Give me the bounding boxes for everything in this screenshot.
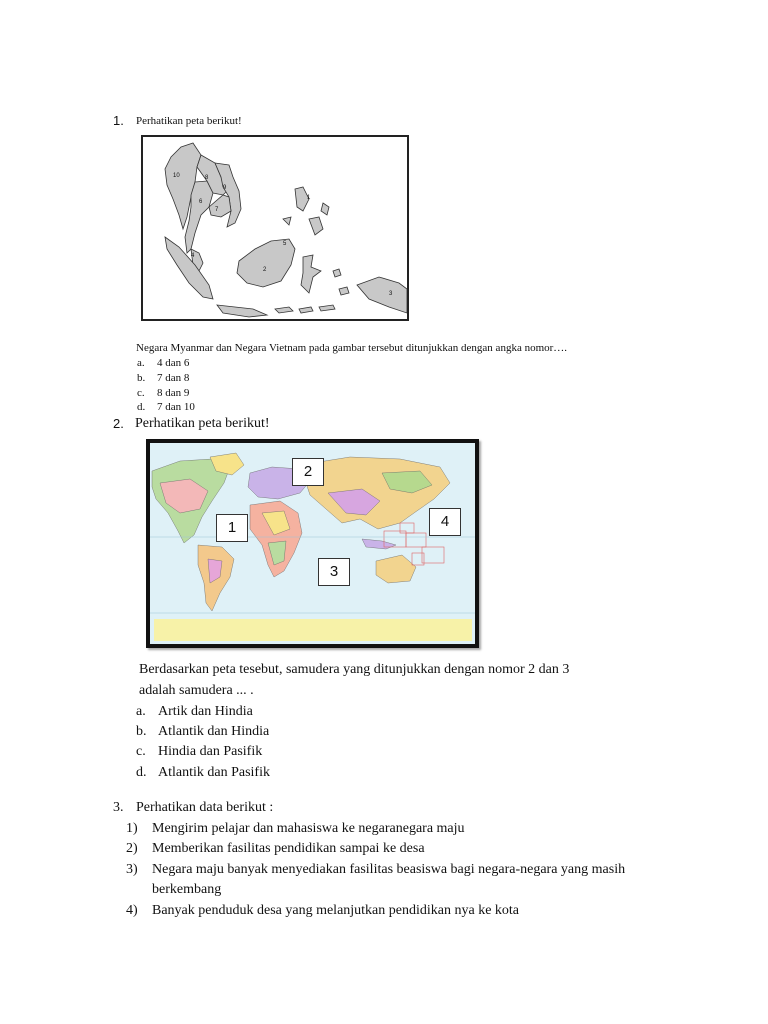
map1-label: 5 (283, 241, 287, 247)
q3-item-text: Mengirim pelajar dan mahasiswa ke negaranegara maju (152, 821, 465, 836)
q1-prompt: Perhatikan peta berikut! (136, 115, 242, 127)
option-text: 8 dan 9 (157, 387, 190, 399)
map1-label: 7 (215, 207, 219, 213)
world-map (146, 439, 479, 648)
option-letter: c. (136, 744, 146, 759)
q2-question-line1: Berdasarkan peta tesebut, samudera yang ditunjukkan dengan nomor 2 dan 3 (139, 662, 570, 677)
map1-label: 10 (173, 173, 180, 179)
map2-label-box: 3 (318, 558, 350, 586)
q3-item-text: Banyak penduduk desa yang melanjutkan pendidikan nya ke kota (152, 903, 520, 918)
option-text: Atlantik dan Hindia (158, 724, 270, 739)
map1-label: 3 (389, 291, 393, 297)
option-text: 7 dan 8 (157, 372, 190, 384)
q2-prompt: Perhatikan peta berikut! (135, 416, 270, 431)
southeast-asia-map (141, 135, 409, 321)
option-letter: b. (136, 724, 147, 739)
q2-option-c (136, 744, 336, 762)
q3-item-num: 1) (126, 821, 138, 836)
q1-number: 1. (113, 113, 124, 128)
option-letter: a. (137, 357, 145, 369)
q2-question-line2: adalah samudera ... . (139, 683, 254, 698)
option-letter: a. (136, 704, 146, 719)
q2-option-d (136, 765, 336, 783)
q3-item-text: Memberikan fasilitas pendidikan sampai ke desa (152, 841, 425, 856)
map1-label: 4 (191, 253, 195, 259)
q1-question: Negara Myanmar dan Negara Vietnam pada gambar tersebut ditunjukkan dengan angka nomor…. (136, 342, 568, 354)
option-text: Artik dan Hindia (158, 704, 253, 719)
option-text: 4 dan 6 (157, 357, 190, 369)
q2-option-b (136, 724, 336, 742)
map1-label: 6 (199, 199, 203, 205)
map1-label: 1 (307, 195, 311, 201)
map1-label: 9 (223, 185, 227, 191)
q3-item-num: 4) (126, 903, 138, 918)
map1-label: 2 (263, 267, 267, 273)
q2-option-a (136, 704, 336, 722)
map1-label: 8 (205, 175, 209, 181)
q1-option-d (137, 401, 237, 415)
q1-option-c (137, 387, 237, 401)
q2-number: 2. (113, 416, 124, 431)
option-text: Atlantik dan Pasifik (158, 765, 270, 780)
option-letter: d. (137, 401, 146, 413)
q1-option-a (137, 357, 237, 371)
q1-option-b (137, 372, 237, 386)
q3-item-text-continued: berkembang (152, 882, 222, 897)
map2-label-box: 4 (429, 508, 461, 536)
option-letter: c. (137, 387, 145, 399)
option-letter: d. (136, 765, 147, 780)
q3-item-num: 2) (126, 841, 138, 856)
option-text: Hindia dan Pasifik (158, 744, 263, 759)
q3-number: 3. (113, 800, 124, 815)
option-text: 7 dan 10 (157, 401, 195, 413)
q3-item-text: Negara maju banyak menyediakan fasilitas beasiswa bagi negara-negara yang masih (152, 862, 626, 877)
q3-prompt: Perhatikan data berikut : (136, 800, 274, 815)
map2-label-box: 2 (292, 458, 324, 486)
southeast-asia-map-svg (143, 137, 407, 319)
option-letter: b. (137, 372, 146, 384)
q3-item-num: 3) (126, 862, 138, 877)
map2-label-box: 1 (216, 514, 248, 542)
